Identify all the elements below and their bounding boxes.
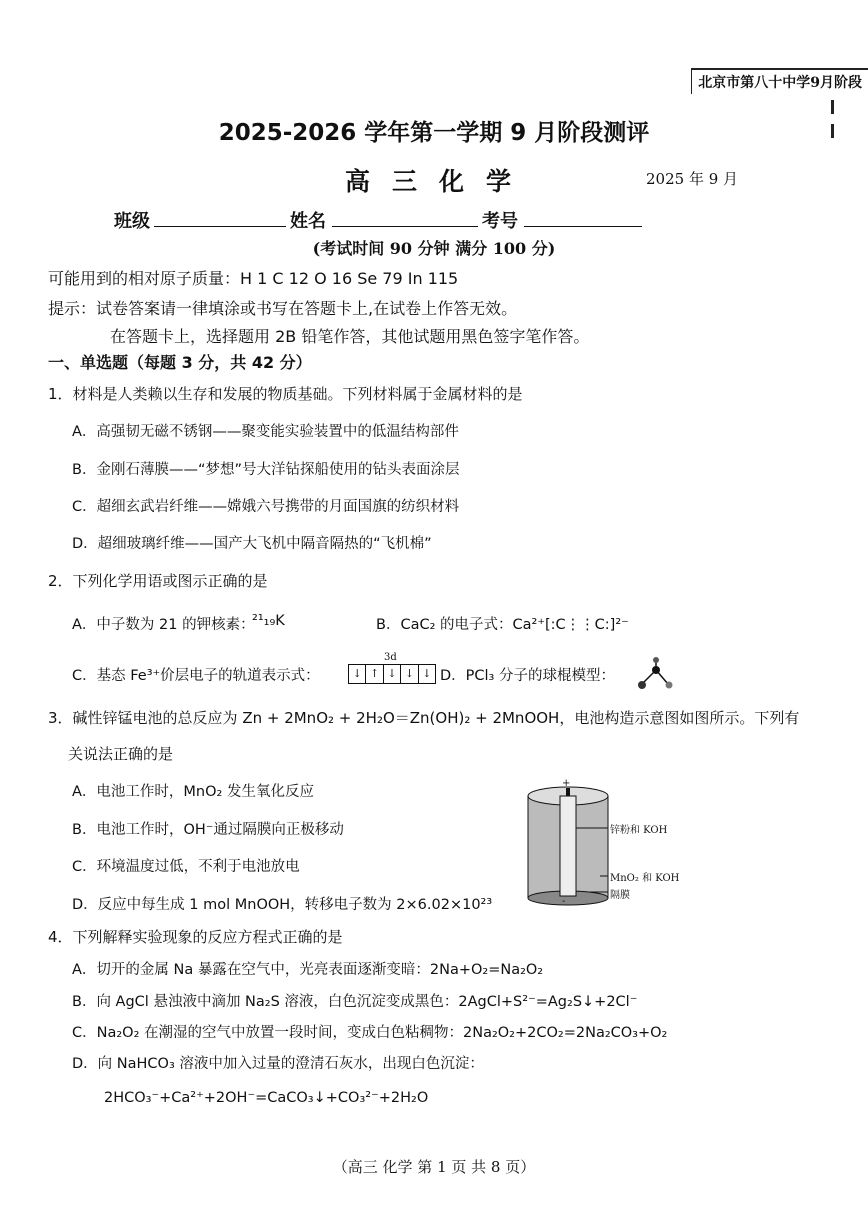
id-blank[interactable]: [524, 226, 642, 227]
page-footer: （高三 化学 第 1 页 共 8 页）: [332, 1158, 536, 1176]
name-blank[interactable]: [332, 226, 478, 227]
label-separator: 隔膜: [610, 890, 630, 901]
orbital-box: ↑: [366, 665, 383, 683]
q2-option-a-formula: ²¹₁₉K: [252, 613, 285, 629]
q3-stem-1: 3．碱性锌锰电池的总反应为 Zn + 2MnO₂ + 2H₂O＝Zn(OH)₂ + 2MnOOH，电池构造示意图如图所示。下列有: [48, 709, 800, 727]
scan-mark: [831, 100, 834, 114]
orbital-3d-label: 3d: [384, 652, 397, 663]
label-zinc-koh: 锌粉和 KOH: [610, 825, 668, 836]
hint-line-1: 提示：试卷答案请一律填涂或书写在答题卡上,在试卷上作答无效。: [48, 299, 518, 318]
battery-plus: +: [562, 778, 571, 789]
exam-time: (考试时间 90 分钟 满分 100 分): [312, 239, 556, 258]
q2-option-b: B．CaC₂ 的电子式：Ca²⁺[:C⋮⋮C:]²⁻: [376, 617, 629, 633]
orbital-box: ↓: [384, 665, 401, 683]
exam-subject: 高三化学: [345, 167, 534, 196]
orbital-box: ↓: [422, 667, 432, 680]
orbital-box: ↓: [401, 665, 418, 683]
q3-option-b: B．电池工作时，OH⁻通过隔膜向正极移动: [72, 822, 344, 838]
q3-option-c: C．环境温度过低，不利于电池放电: [72, 859, 300, 875]
q4-option-c: C．Na₂O₂ 在潮湿的空气中放置一段时间，变成白色粘稠物：2Na₂O₂+2CO₂=2Na₂CO₃+O₂: [72, 1025, 668, 1041]
class-label: 班级: [114, 211, 150, 232]
q2-option-d: D．PCl₃ 分子的球棍模型：: [440, 668, 615, 684]
name-label: 姓名: [290, 211, 326, 232]
battery-minus: -: [562, 896, 566, 907]
exam-title: 2025-2026 学年第一学期 9 月阶段测评: [218, 120, 650, 146]
q1-option-d: D．超细玻璃纤维——国产大飞机中隔音隔热的“飞机棉”: [72, 536, 432, 552]
q4-option-d: D．向 NaHCO₃ 溶液中加入过量的澄清石灰水，出现白色沉淀：: [72, 1056, 484, 1072]
q4-option-d-equation: 2HCO₃⁻+Ca²⁺+2OH⁻=CaCO₃↓+CO₃²⁻+2H₂O: [104, 1090, 429, 1106]
exam-date: 2025 年 9 月: [646, 170, 739, 188]
header-corner-label: 北京市第八十中学9月阶段: [691, 68, 868, 94]
id-label: 考号: [482, 211, 518, 232]
label-mno2-koh: MnO₂ 和 KOH: [610, 873, 680, 884]
q1-option-c: C．超细玄武岩纤维——嫦娥六号携带的月面国旗的纺织材料: [72, 499, 460, 515]
atomic-mass: 可能用到的相对原子质量：H 1 C 12 O 16 Se 79 In 115: [48, 269, 459, 288]
q3-option-d: D．反应中每生成 1 mol MnOOH，转移电子数为 2×6.02×10²³: [72, 897, 493, 913]
q1-stem: 1．材料是人类赖以生存和发展的物质基础。下列材料属于金属材料的是: [48, 385, 523, 403]
orbital-box: ↓: [349, 665, 366, 683]
q3-option-a: A．电池工作时，MnO₂ 发生氧化反应: [72, 784, 314, 800]
q1-option-b: B．金刚石薄膜——“梦想”号大洋钻探船使用的钻头表面涂层: [72, 462, 460, 478]
q4-stem: 4．下列解释实验现象的反应方程式正确的是: [48, 928, 343, 946]
q4-option-a: A．切开的金属 Na 暴露在空气中，光亮表面逐渐变暗：2Na+O₂=Na₂O₂: [72, 962, 544, 978]
hint-line-2: 在答题卡上，选择题用 2B 铅笔作答，其他试题用黑色签字笔作答。: [110, 327, 590, 346]
q1-option-a: A．高强韧无磁不锈钢——聚变能实验装置中的低温结构部件: [72, 424, 459, 440]
orbital-diagram: [348, 664, 436, 684]
q2-stem: 2．下列化学用语或图示正确的是: [48, 572, 268, 590]
section-heading: 一、单选题（每题 3 分，共 42 分）: [48, 353, 312, 372]
q2-option-c: C．基态 Fe³⁺价层电子的轨道表示式：: [72, 668, 320, 684]
q2-option-a: A．中子数为 21 的钾核素：: [72, 617, 255, 633]
ball-stick-model-icon: [632, 656, 682, 692]
q3-stem-2: 关说法正确的是: [68, 745, 174, 763]
q4-option-b: B．向 AgCl 悬浊液中滴加 Na₂S 溶液，白色沉淀变成黑色：2AgCl+S²⁻=Ag₂S↓+2Cl⁻: [72, 994, 638, 1010]
class-blank[interactable]: [154, 226, 286, 227]
